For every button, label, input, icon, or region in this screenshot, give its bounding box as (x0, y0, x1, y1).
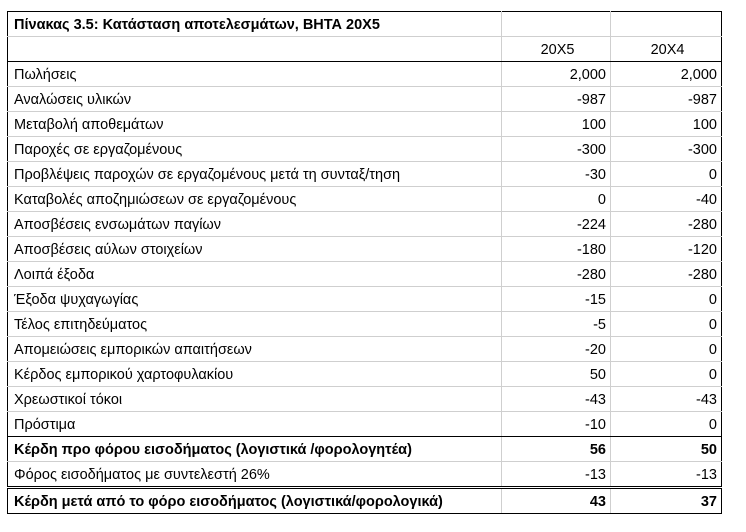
row-label[interactable]: Καταβολές αποζημιώσεων σε εργαζομένους (8, 187, 502, 212)
table-row (8, 412, 722, 437)
value-20x5[interactable]: -10 (502, 412, 611, 437)
value-20x4[interactable]: -13 (611, 462, 722, 488)
table-row (8, 262, 722, 287)
value-20x4[interactable]: -280 (611, 212, 722, 237)
empty-cell[interactable] (611, 12, 722, 37)
row-label[interactable]: Αναλώσεις υλικών (8, 87, 502, 112)
value-20x4[interactable]: 100 (611, 112, 722, 137)
row-label[interactable]: Φόρος εισοδήματος με συντελεστή 26% (8, 462, 502, 488)
value-20x4[interactable]: 0 (611, 162, 722, 187)
row-label[interactable]: Κέρδη προ φόρου εισοδήματος (λογιστικά /φορολογητέα) (8, 437, 502, 462)
value-20x5[interactable]: -180 (502, 237, 611, 262)
subtotal-row (8, 437, 722, 462)
row-label[interactable]: Αποσβέσεις ενσωμάτων παγίων (8, 212, 502, 237)
value-20x4[interactable]: -280 (611, 262, 722, 287)
value-20x5[interactable]: -987 (502, 87, 611, 112)
value-20x5[interactable]: -224 (502, 212, 611, 237)
value-20x4[interactable]: 37 (611, 488, 722, 514)
table-row (8, 62, 722, 87)
table-row (8, 337, 722, 362)
value-20x5[interactable]: 2,000 (502, 62, 611, 87)
table-row (8, 287, 722, 312)
value-20x4[interactable]: 0 (611, 312, 722, 337)
row-label[interactable]: Κέρδη μετά από το φόρο εισοδήματος (λογιστικά/φορολογικά) (8, 488, 502, 514)
row-label[interactable]: Πρόστιμα (8, 412, 502, 437)
row-label[interactable]: Μεταβολή αποθεμάτων (8, 112, 502, 137)
table-row (8, 462, 722, 488)
value-20x5[interactable]: -20 (502, 337, 611, 362)
table-row (8, 137, 722, 162)
value-20x4[interactable]: 0 (611, 362, 722, 387)
table-row (8, 237, 722, 262)
row-label[interactable]: Έξοδα ψυχαγωγίας (8, 287, 502, 312)
value-20x5[interactable]: -30 (502, 162, 611, 187)
value-20x5[interactable]: -15 (502, 287, 611, 312)
table-title[interactable]: Πίνακας 3.5: Κατάσταση αποτελεσμάτων, ΒΗΤΑ 20Χ5 (8, 12, 502, 37)
table-row (8, 112, 722, 137)
total-row (8, 488, 722, 514)
value-20x4[interactable]: -300 (611, 137, 722, 162)
value-20x4[interactable]: -987 (611, 87, 722, 112)
table-row (8, 387, 722, 412)
column-header-20x4[interactable]: 20Χ4 (611, 37, 722, 62)
row-label[interactable]: Παροχές σε εργαζομένους (8, 137, 502, 162)
value-20x5[interactable]: -5 (502, 312, 611, 337)
value-20x4[interactable]: 50 (611, 437, 722, 462)
value-20x4[interactable]: -120 (611, 237, 722, 262)
value-20x5[interactable]: -280 (502, 262, 611, 287)
column-header-20x5[interactable]: 20Χ5 (502, 37, 611, 62)
value-20x5[interactable]: 100 (502, 112, 611, 137)
value-20x4[interactable]: -40 (611, 187, 722, 212)
empty-cell[interactable] (502, 12, 611, 37)
row-label[interactable]: Λοιπά έξοδα (8, 262, 502, 287)
table-row (8, 312, 722, 337)
row-label[interactable]: Απομειώσεις εμπορικών απαιτήσεων (8, 337, 502, 362)
table-row (8, 362, 722, 387)
row-label[interactable]: Κέρδος εμπορικού χαρτοφυλακίου (8, 362, 502, 387)
row-label[interactable]: Χρεωστικοί τόκοι (8, 387, 502, 412)
row-label[interactable]: Τέλος επιτηδεύματος (8, 312, 502, 337)
table-title-row (8, 12, 722, 37)
value-20x4[interactable]: 0 (611, 287, 722, 312)
row-label[interactable]: Αποσβέσεις αύλων στοιχείων (8, 237, 502, 262)
value-20x4[interactable]: -43 (611, 387, 722, 412)
value-20x5[interactable]: -300 (502, 137, 611, 162)
value-20x5[interactable]: 56 (502, 437, 611, 462)
value-20x5[interactable]: -43 (502, 387, 611, 412)
row-label[interactable]: Πωλήσεις (8, 62, 502, 87)
value-20x5[interactable]: -13 (502, 462, 611, 488)
value-20x4[interactable]: 0 (611, 412, 722, 437)
column-header-row (8, 37, 722, 62)
value-20x5[interactable]: 0 (502, 187, 611, 212)
value-20x4[interactable]: 2,000 (611, 62, 722, 87)
empty-header-cell[interactable] (8, 37, 502, 62)
row-label[interactable]: Προβλέψεις παροχών σε εργαζομένους μετά τη συνταξ/τηση (8, 162, 502, 187)
income-statement-table (7, 11, 722, 514)
value-20x5[interactable]: 50 (502, 362, 611, 387)
table-row (8, 162, 722, 187)
table-row (8, 187, 722, 212)
value-20x4[interactable]: 0 (611, 337, 722, 362)
value-20x5[interactable]: 43 (502, 488, 611, 514)
table-row (8, 87, 722, 112)
table-row (8, 212, 722, 237)
